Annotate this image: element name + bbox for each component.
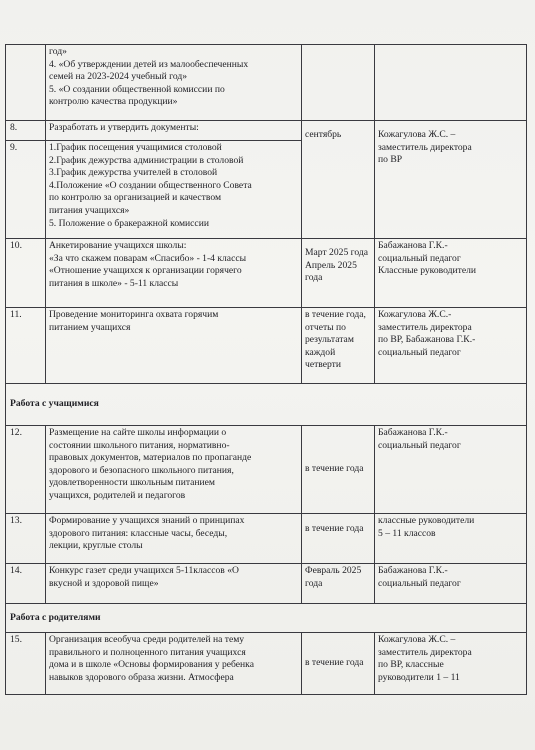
- date-cell: [302, 514, 375, 564]
- responsible-cell: [375, 514, 527, 564]
- responsible-line: Бабажанова Г.К.-: [378, 565, 448, 576]
- date-cell: [302, 121, 375, 239]
- table-row-11: [6, 308, 527, 384]
- responsible-line: социальный педагог: [378, 577, 461, 589]
- responsible-cell: [375, 239, 527, 308]
- responsible-line: Бабажанова Г.К.-: [378, 427, 448, 438]
- activity-cell: [46, 239, 302, 308]
- table-row-10: [6, 239, 527, 308]
- activity-line: здорового питания: классные часы, беседы,: [49, 527, 228, 539]
- activity-cell: [46, 633, 302, 695]
- date-cell: [302, 564, 375, 604]
- date-cell: [302, 45, 375, 121]
- date-line: Март 2025 года: [305, 247, 368, 258]
- date-line: каждой: [305, 346, 336, 358]
- activity-line: 4.Положение «О создании общественного Совета: [49, 179, 252, 191]
- activity-line: контролю качества продукции»: [49, 96, 178, 108]
- activity-line: Конкурс газет среди учащихся 5-11классов «О: [49, 565, 239, 576]
- responsible-cell: [375, 121, 527, 239]
- row-number: 8.: [6, 121, 46, 141]
- activity-line: удовлетворенности школьным питанием: [49, 477, 215, 489]
- date-cell: [302, 239, 375, 308]
- table-row-8: [6, 121, 527, 141]
- responsible-line: по ВР, классные: [378, 659, 444, 671]
- responsible-line: заместитель директора: [378, 321, 472, 333]
- responsible-cell: [375, 564, 527, 604]
- plan-table: [5, 44, 527, 695]
- date-line: года: [305, 272, 323, 284]
- activity-line: «За что скажем поварам «Спасибо» - 1-4 классы: [49, 252, 247, 264]
- date-cell: [302, 633, 375, 695]
- table-row-15: [6, 633, 527, 695]
- date-line: Апрель 2025: [305, 259, 357, 271]
- activity-line: вкусной и здоровой пище»: [49, 577, 159, 589]
- row-number: 13.: [6, 514, 46, 564]
- date-line: отчеты по: [305, 321, 346, 333]
- activity-line: дома и в школе «Основы формирования у ребенка: [49, 659, 254, 671]
- table-row-12: [6, 426, 527, 514]
- row-number: 10.: [6, 239, 46, 308]
- activity-line: питанием учащихся: [49, 321, 131, 333]
- date-line: результатам: [305, 334, 354, 346]
- row-number: 12.: [6, 426, 46, 514]
- activity-line: состоянии школьного питания, нормативно-: [49, 439, 230, 451]
- activity-line: учащихся, родителей и педагогов: [49, 489, 186, 501]
- responsible-line: Кожагулова Ж.С. –: [378, 634, 456, 645]
- date-line: четверти: [305, 359, 342, 371]
- date-line: Февраль 2025: [305, 565, 362, 576]
- date-cell: [302, 426, 375, 514]
- activity-line: Организация всеобуча среди родителей на тему: [49, 634, 245, 645]
- activity-line: правовых документов, материалов по пропаганде: [49, 452, 252, 464]
- responsible-line: Бабажанова Г.К.-: [378, 240, 448, 251]
- activity-line: здорового и безопасного школьного питания,: [49, 464, 234, 476]
- table-row-13: [6, 514, 527, 564]
- activity-cell: [46, 426, 302, 514]
- responsible-cell: [375, 45, 527, 121]
- responsible-line: по ВР, Бабажанова Г.К.-: [378, 334, 476, 346]
- section-heading: Работа с родителями: [6, 604, 527, 633]
- responsible-cell: [375, 308, 527, 384]
- responsible-line: по ВР: [378, 154, 403, 166]
- responsible-line: 5 – 11 классов: [378, 527, 436, 539]
- section-row-students: [6, 384, 527, 426]
- table-row-14: [6, 564, 527, 604]
- responsible-line: Классные руководители: [378, 265, 477, 277]
- responsible-line: Кожагулова Ж.С.-: [378, 309, 452, 320]
- date-line: года: [305, 577, 323, 589]
- activity-line: 1.График посещения учащимися столовой: [49, 142, 222, 153]
- row-number: 9.: [6, 141, 46, 239]
- date-cell: [302, 308, 375, 384]
- responsible-line: социальный педагог: [378, 439, 461, 451]
- activity-line: правильного и полноценного питания учащихся: [49, 646, 246, 658]
- activity-line: 3.График дежурства учителей в столовой: [49, 167, 218, 179]
- activity-cell: [46, 45, 302, 121]
- activity-line: навыков здорового образа жизни. Атмосфера: [49, 671, 234, 683]
- activity-line: 2.График дежурства администрации в столовой: [49, 154, 244, 166]
- responsible-line: социальный педагог: [378, 346, 461, 358]
- section-heading: Работа с учащимися: [6, 384, 527, 426]
- date-text: в течение года: [305, 657, 364, 669]
- row-number: 15.: [6, 633, 46, 695]
- activity-cell: [46, 514, 302, 564]
- activity-line: семей на 2023-2024 учебный год»: [49, 71, 188, 83]
- responsible-line: классные руководители: [378, 515, 475, 526]
- table-row-continuation: [6, 45, 527, 121]
- responsible-line: Кожагулова Ж.С. –: [378, 129, 456, 140]
- activity-cell: [46, 564, 302, 604]
- row-number-cell: [6, 45, 46, 121]
- activity-line: Проведение мониторинга охвата горячим: [49, 309, 219, 320]
- row-number: 11.: [6, 308, 46, 384]
- activity-line: 5. Положение о бракеражной комиссии: [49, 217, 209, 229]
- section-row-parents: [6, 604, 527, 633]
- responsible-line: руководители 1 – 11: [378, 671, 460, 683]
- activity-line: Формирование у учащихся знаний о принципах: [49, 515, 245, 526]
- activity-line: 4. «Об утверждении детей из малообеспеченных: [49, 58, 249, 70]
- date-text: сентябрь: [305, 129, 342, 140]
- date-line: в течение года,: [305, 309, 366, 320]
- activity-line: питания в школе» - 5-11 классы: [49, 277, 179, 289]
- activity-line: Размещение на сайте школы информации о: [49, 427, 227, 438]
- responsible-line: социальный педагог: [378, 252, 461, 264]
- responsible-line: заместитель директора: [378, 646, 472, 658]
- activity-text: Разработать и утвердить документы:: [46, 121, 302, 141]
- date-text: в течение года: [305, 523, 364, 534]
- responsible-line: заместитель директора: [378, 141, 472, 153]
- activity-line: питания учащихся»: [49, 204, 130, 216]
- activity-line: год»: [49, 46, 67, 57]
- activity-line: Анкетирование учащихся школы:: [49, 240, 187, 251]
- activity-line: по контролю за организацией и качеством: [49, 192, 222, 204]
- activity-line: «Отношение учащихся к организации горячего: [49, 265, 242, 277]
- activity-line: 5. «О создании общественной комиссии по: [49, 83, 225, 95]
- responsible-cell: [375, 426, 527, 514]
- responsible-cell: [375, 633, 527, 695]
- activity-cell: [46, 308, 302, 384]
- row-number: 14.: [6, 564, 46, 604]
- date-text: в течение года: [305, 463, 364, 475]
- activity-line: лекции, круглые столы: [49, 540, 143, 552]
- activity-cell: [46, 141, 302, 239]
